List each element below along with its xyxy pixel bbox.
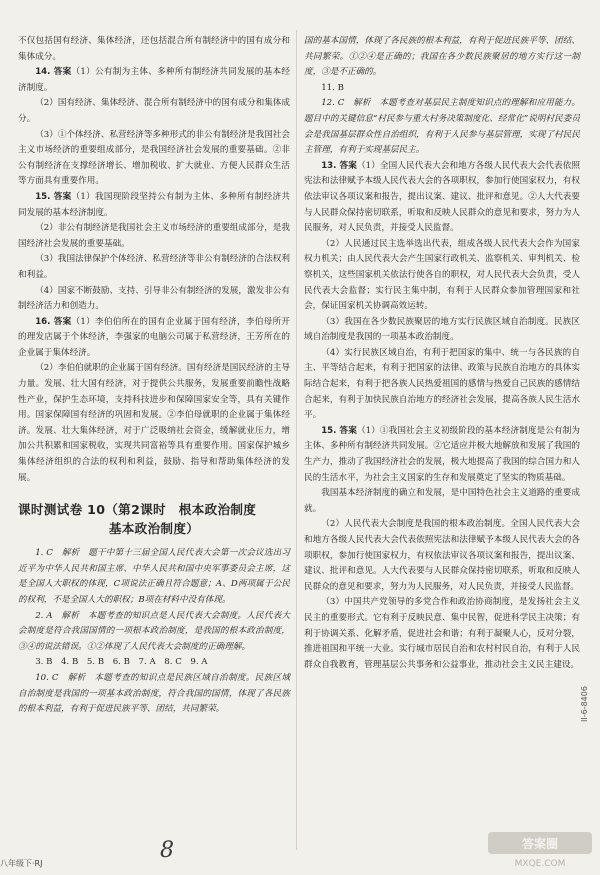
answer-16: 16. 答案（1）李伯伯所在的国有企业属于国有经济，李伯母所开的理发店属于个体经济，李强家的电脑公司属于私营经济，王芳所在的企业属于集体经济。 xyxy=(18,316,291,358)
answer-1: 1. C 解析 题干中第十三届全国人民代表大会第一次会议选出习近平为中华人民共和国主席、中华人民共和国中央军事委员会主席，这是全国人大职权的体现，C项说法正确且符合题意；A、D两项属于公民的权利，不是全国人大的职权；B项在材料中没有体现。 xyxy=(18,548,290,605)
svg-text:MXQE.COM: MXQE.COM xyxy=(514,859,566,869)
svg-text:答案圈: 答案圈 xyxy=(521,837,559,851)
answer-11: 11. B xyxy=(321,82,344,93)
paragraph: （2）国有经济、集体经济、混合所有制经济中的国有成分和集体成分。 xyxy=(18,98,290,124)
paragraph: （4）国家不断鼓励、支持、引导非公有制经济的发展，激发非公有制经济活力和创造力。 xyxy=(18,285,290,312)
footer-grade-label: 八年级下·RJ xyxy=(0,859,43,868)
heading-line-2: 基本政治制度） xyxy=(108,521,200,537)
right-column xyxy=(304,34,580,673)
section-heading xyxy=(18,500,290,538)
left-column xyxy=(18,34,290,718)
watermark-logo xyxy=(484,826,596,870)
paragraph: （3）我国法律保护个体经济、私营经济等非公有制经济的合法权利和利益。 xyxy=(18,254,290,280)
paragraph: （3）①个体经济、私营经济等多种形式的非公有制经济是我国社会主义市场经济的重要组成部分，是我国经济社会发展的重要基础。②非公有制经济在支撑经济增长、增加税收、扩大就业、方便人民群众生活等方面具有重要作用。 xyxy=(18,129,290,187)
paragraph: （2）李伯伯就职的企业属于国有经济。国有经济是国民经济的主导力量。发展、壮大国有经济，对于提供公共服务，发展重要前瞻性战略性产业，保护生态环境，支持科技进步和保障国家安全等，具有关键作用。国家保障国有经济的巩固和发展。②李伯母就职的企业属于集体经济。发展、壮大集体经济，对于广泛吸纳社会资金，缓解就业压力，增加公共积累和国家税收，实现共同富裕等具有重要作用。国家保护城乡集体经济组织的合法的权利和利益，鼓励、指导和帮助集体经济的发展。 xyxy=(18,363,290,483)
paragraph: 我国基本经济制度的确立和发展，是中国特色社会主义道路的重要成就。 xyxy=(304,488,580,514)
paragraph: （2）人民通过民主选举选出代表，组成各级人民代表大会作为国家权力机关；由人民代表大会产生国家行政机关、监察机关、审判机关、检察机关，这些国家机关依法行使各自的职权，对人民代表大会负责，受人民代表大会监督；实行民主集中制，有利于人民群众参加管理国家和社会，保证国家机关协调高效运转。 xyxy=(304,238,580,312)
answer-13: 13. 答案（1）全国人民代表大会和地方各级人民代表大会代表依照宪法和法律赋予本级人民代表大会的各项职权，参加行使国家权力，有权依法审议各项议案和报告，提出议案、建议、批评和意见。②人大代表要与人民群众保持密切联系，听取和反映人民群众的意见和要求，努力为人民服务，对人民负责，并接受人民监督。 xyxy=(304,160,581,234)
answer-15-right: 15. 答案（1）①我国社会主义初级阶段的基本经济制度是公有制为主体、多种所有制经济共同发展。②它适应并极大地解放和发展了我国的生产力，推动了我国经济社会的发展，极大地提高了我国的综合国力和人民的生活水平，为社会主义国家的生存和发展奠定了坚实的物质基础。 xyxy=(304,425,581,483)
handwritten-page-number: 8 xyxy=(160,838,174,863)
answer-10: 10. C 解析 本题考查的知识点是民族区域自治制度。民族区域自治制度是我国的一项基本政治制度，符合我国的国情，体现了各民族的根本利益，有利于促进民族平等、团结，共同繁荣。 xyxy=(18,672,290,715)
page-code: II-6-8406 xyxy=(580,686,589,722)
answer-tag: 15. 答案 xyxy=(321,425,357,436)
paragraph: 国的基本国情，体现了各民族的根本利益，有利于促进民族平等、团结、共同繁荣。①②④是正确的；我国在各少数民族聚居的地方实行这一制度，③是不正确的。 xyxy=(304,36,580,78)
paragraph: （3）中国共产党领导的多党合作和政治协商制度，是发扬社会主义民主的重要形式。它有利于反映民意、集中民智，促进科学民主决策；有利于协调关系、化解矛盾，促进社会和谐；有利于凝聚人心，反对分裂，推进祖国和平统一大业。实行城市居民自治和农村村民自治，有利于人民群众自我教育，管理基层公共事务和公益事业，推动社会主义民主建设。 xyxy=(304,597,580,670)
answer-tag: 13. 答案 xyxy=(321,160,357,171)
answer-12: 12. C 解析 本题考查对基层民主制度知识点的理解和应用能力。题目中的关键信息“村民参与重大村务决策制度化、经常化”说明村民委员会是我国基层群众性自治组织，有利于人民参与基层管理，实现了村民民主管理，有利于实现基层民主。 xyxy=(304,98,580,156)
paragraph: （2）人民代表大会制度是我国的根本政治制度。全国人民代表大会和地方各级人民代表大会代表依照宪法和法律赋予本级人民代表大会的各项职权，参加行使国家权力，有权依法审议各项议案和报告，提出议案、建议、批评和意见。人大代表要与人民群众保持密切联系，听取和反映人民群众的意见和要求，努力为人民服务，对人民负责，并接受人民监督。 xyxy=(304,519,580,592)
answer-14: 14. 答案（1）公有制为主体、多种所有制经济共同发展的基本经济制度。 xyxy=(18,67,291,93)
answer-tag: 16. 答案 xyxy=(35,316,72,327)
paragraph: 不仅包括国有经济、集体经济，还包括混合所有制经济中的国有成分和集体成分。 xyxy=(18,36,290,62)
answer-15: 15. 答案（1）我国现阶段坚持公有制为主体、多种所有制经济共同发展的基本经济制度。 xyxy=(18,191,291,218)
heading-line-1: 课时测试卷 10（第2课时 根本政治制度 xyxy=(18,502,257,518)
answers-3-9: 3. B 4. B 5. B 6. B 7. A 8. C 9. A xyxy=(35,657,208,668)
paragraph: （4）实行民族区域自治，有利于把国家的集中、统一与各民族的自主、平等结合起来，有利于把国家的法律、政策与民族自治地方的具体实际结合起来，有利于把各族人民热爱祖国的感情与热爱自己民族的感情结合起来，有利于加快民族自治地方的经济社会发展，提高各族人民生活水平。 xyxy=(304,347,580,421)
column-divider xyxy=(296,30,297,850)
answer-2: 2. A 解析 本题考查的知识点是人民代表大会制度。人民代表大会制度是符合我国国情的一项根本政治制度，是我国的根本政治制度，③④的说法错误。①②体现了人民代表大会制度的正确理解。 xyxy=(18,610,290,652)
paragraph: （3）我国在各少数民族聚居的地方实行民族区域自治制度。民族区域自治制度是我国的一项基本政治制度。 xyxy=(304,316,580,343)
answer-tag: 15. 答案 xyxy=(35,191,72,202)
answer-tag: 14. 答案 xyxy=(35,67,72,78)
paragraph: （2）非公有制经济是我国社会主义市场经济的重要组成部分，是我国经济社会发展的重要基础。 xyxy=(18,223,290,249)
